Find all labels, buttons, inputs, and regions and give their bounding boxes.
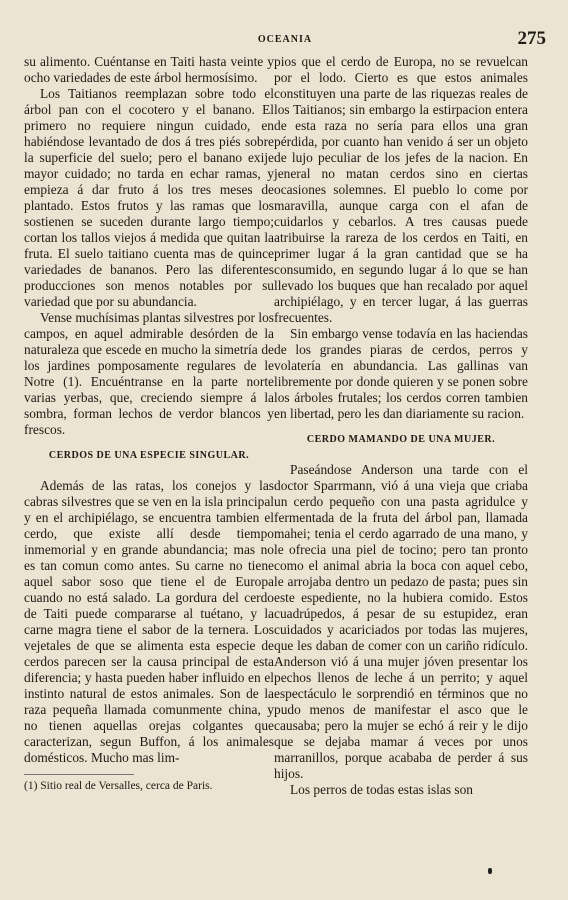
page-header — [24, 30, 546, 50]
paragraph: Sin embargo vense todavía en las haciendas de los grandes piaras de cerdos, perros y volatería en abundancia. Las gallinas van libremente por donde quieren y se ponen sobre los árboles frutales; los cerdos corren tambien en libertad, pero les dan diariamente su racion. — [274, 326, 528, 421]
paragraph: Los perros de todas estas islas son — [290, 782, 473, 797]
paragraph: Vense muchísimas plantas silvestres por los campos, en aquel admirable desórden de la naturaleza que escede en mucho la simetría de los jardines pomposamente regulares de le Notre (1). Encuéntranse en la parte norte varias yerbas, que, creciendo siempre á la sombra, forman lechos de verdor blancos y frescos. — [24, 310, 274, 437]
paragraph: Además de las ratas, los conejos y las cabras silvestres que se ven en la isla principal y en el archipiélago, se encuentra tambien el cerdo, que existe allí desde tiempo inmemorial y en grande abundancia; mas no es tan comun como antes. Su carne no tiene aquel sabor soso que tiene el de Europa cuando no está salado. La gordura del cerdo de Taiti puede compararse al tuétano, y la carne magra tiene el sabor de la ternera. Los vejetales de que se alimenta esta especie de cerdos parecen ser la causa principal de esta diferencia; y hasta pueden haber influido en el instinto natural de estos animales. Son de la raza pequeña llamada comunmente china, y no tienen aquellas orejas colgantes que caracterizan, segun Buffon, á los animales domésticos. Mucho mas lim- — [24, 478, 274, 765]
footnote-rule — [24, 774, 134, 775]
paragraph: Paseándose Anderson una tarde con el doctor Sparrmann, vió á una vieja que criaba un cerdo pequeño con una pasta agridulce y fermentada de la fruta del árbol pan, llamada mahei; tenia el cerdo agarrado de una mano, y le ofrecia una piel de tocino; pero tan pronto como el animal abria la boca con aquel cebo, le arrojaba dentro un pedazo de pasta; pues sin este espediente, no la hubiera comido. Estos cuadrúpedos, á pesar de su estupidez, eran cuidados y acariciados por todas las mujeres, que les daban de comer con un cariño ridículo. Anderson vió á una mujer jóven presentar los pechos llenos de leche á un perrito; y aquel espectáculo le sorprendió en términos que no pudo menos de manifestar el asco que le causaba; pero la mujer se echó á reir y le dijo que se dejaba mamar á veces por unos marranillos, porque acababa de perder á sus hijos. — [274, 462, 528, 781]
paragraph: Los Taitianos reemplazan sobre todo el árbol pan con el cocotero y el banano. El primero no requiere ningun cuidado, en habiéndose levantado de dos á tres piés sobre la superficie del suelo; pero el banano exije mayor cuidado; no tarda en echar ramas, y empieza á dar fruto á los tres meses de plantado. Estos frutos y las ramas que los sostienen se suceden durante largo tiempo; cortan los tallos viejos á medida que quitan la fruta. El suelo taitiano cuenta mas de quince variedades de bananos. Pero las diferentes producciones son menos notables por su variedad que por su abundancia. — [24, 86, 274, 309]
ink-speck — [488, 868, 492, 874]
right-column — [274, 54, 528, 798]
left-column — [24, 54, 274, 793]
paragraph: su alimento. Cuéntanse en Taiti hasta veinte y ocho variedades de este árbol hermosísimo. — [24, 54, 274, 85]
section-heading: CERDOS DE UNA ESPECIE SINGULAR. — [48, 450, 250, 461]
paragraph: pios que el cerdo de Europa, no se revuelcan por el lodo. Cierto es que estos animales constituyen una parte de las riquezas reales de los Taitianos; sin embargo la estirpacion entera de esta raza no sería para ellos una gran pérdida, por cuanto han venido á ser un objeto de lujo peculiar de los jefes de la nacion. En jeneral no matan cerdos sino en ciertas ocasiones solemnes. El pueblo lo come por maravilla, aunque carga con el afan de cuidarlos y cebarlos. A tres causas puede atribuirse la rareza de los cerdos en Taiti, en primer lugar á la gran cantidad que se ha consumido, en segundo lugar á lo que se han llevado los buques que han recalado por aquel archipiélago, y en tercer lugar, á las guerras frecuentes. — [274, 54, 528, 325]
footnote: (1) Sitio real de Versalles, cerca de Paris. — [24, 780, 213, 792]
section-heading: CERDO MAMANDO DE UNA MUJER. — [306, 434, 496, 445]
page-number: 275 — [517, 28, 546, 49]
running-title: OCEANIA — [257, 34, 313, 45]
